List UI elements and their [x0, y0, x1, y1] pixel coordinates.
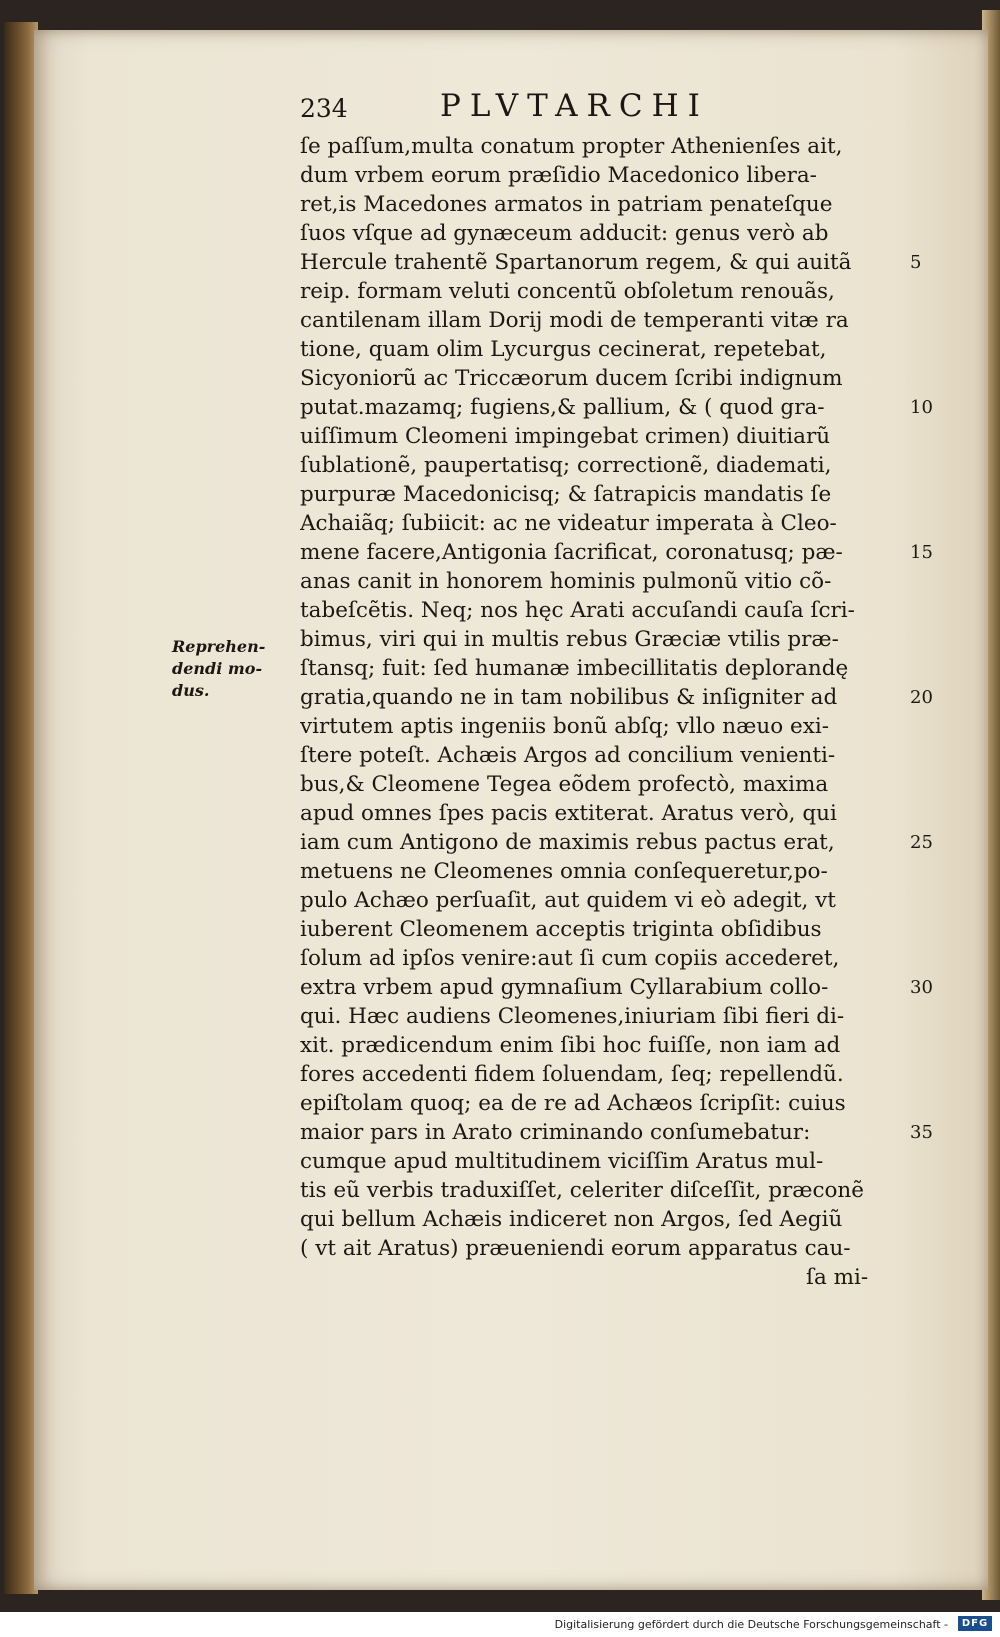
- line-number: 25: [910, 832, 933, 853]
- text-line: ret,is Macedones armatos in patriam penateſque: [300, 192, 833, 217]
- text-line: ſolum ad ipſos venire:aut ſi cum copiis accederet,: [300, 946, 840, 971]
- line-number: 5: [910, 252, 922, 273]
- text-line: fores accedenti fidem ſoluendam, ſeq; repellendũ.: [300, 1062, 844, 1087]
- text-line: apud omnes ſpes pacis extiterat. Aratus verò, qui: [300, 801, 837, 826]
- body-text: [300, 132, 910, 1292]
- text-line: gratia,quando ne in tam nobilibus & inſigniter ad: [300, 685, 838, 710]
- line-number: 35: [910, 1122, 933, 1143]
- text-line: xit. prædicendum enim ſibi hoc fuiſſe, non iam ad: [300, 1033, 841, 1058]
- book-binding: [4, 22, 38, 1594]
- text-line: iuberent Cleomenem acceptis triginta obſidibus: [300, 917, 822, 942]
- text-line: anas canit in honorem hominis pulmonũ vitio cõ-: [300, 569, 832, 594]
- text-line: ſtansq; fuit: ſed humanæ imbecillitatis deplorandę: [300, 656, 849, 681]
- text-line: Achaiãq; ſubiicit: ac ne videatur imperata à Cleo-: [300, 511, 837, 536]
- text-line: cumque apud multitudinem viciſſim Aratus mul-: [300, 1149, 824, 1174]
- text-line: pulo Achæo perſuaſit, aut quidem vi eò adegit, vt: [300, 888, 836, 913]
- text-line: bus,& Cleomene Tegea eõdem profectò, maxima: [300, 772, 829, 797]
- text-line: extra vrbem apud gymnaſium Cyllarabium collo-: [300, 975, 829, 1000]
- line-number: 20: [910, 687, 933, 708]
- text-line: tione, quam olim Lycurgus cecinerat, repetebat,: [300, 337, 827, 362]
- text-line: tabeſcẽtis. Neq; nos hęc Arati accuſandi cauſa ſcri-: [300, 598, 855, 623]
- text-line: metuens ne Cleomenes omnia conſequeretur,po-: [300, 859, 828, 884]
- line-number: 10: [910, 397, 933, 418]
- text-line: reip. formam veluti concentũ obſoletum renouãs,: [300, 279, 835, 304]
- text-line: cantilenam illam Dorij modi de temperanti vitæ ra: [300, 308, 849, 333]
- text-line: mene facere,Antigonia ſacrificat, coronatusq; pæ-: [300, 540, 843, 565]
- text-line: epiſtolam quoq; ea de re ad Achæos ſcripſit: cuius: [300, 1091, 846, 1116]
- dfg-logo: DFG: [958, 1616, 992, 1631]
- text-line: putat.mazamq; fugiens,& pallium, & ( quod gra-: [300, 395, 825, 420]
- text-line: purpuræ Macedonicisq; & ſatrapicis mandatis ſe: [300, 482, 832, 507]
- text-line: bimus, viri qui in multis rebus Græciæ vtilis præ-: [300, 627, 839, 652]
- text-line: dum vrbem eorum præſidio Macedonico libera-: [300, 163, 817, 188]
- digitization-credit: Digitalisierung gefördert durch die Deutsche Forschungsgemeinschaft -: [554, 1618, 948, 1631]
- text-line: ſublationẽ, paupertatisq; correctionẽ, diademati,: [300, 453, 832, 478]
- running-head: PLVTARCHI: [440, 88, 709, 124]
- text-line: uiſſimum Cleomeni impingebat crimen) diuitiarũ: [300, 424, 831, 449]
- text-line: ſtere poteſt. Achæis Argos ad concilium venienti-: [300, 743, 836, 768]
- line-number: 15: [910, 542, 933, 563]
- text-line: Hercule trahentẽ Spartanorum regem, & qui auitã: [300, 250, 852, 275]
- text-line: qui bellum Achæis indiceret non Argos, ſed Aegiũ: [300, 1207, 843, 1232]
- catchword: ſa mi-: [806, 1265, 869, 1290]
- text-line: ſuos vſque ad gynæceum adducit: genus verò ab: [300, 221, 829, 246]
- text-line: tis eũ verbis traduxiſſet, celeriter diſceſſit, præconẽ: [300, 1178, 864, 1203]
- margin-note: [172, 636, 282, 702]
- text-line: Sicyoniorũ ac Triccæorum ducem ſcribi indignum: [300, 366, 843, 391]
- page-header: [300, 88, 740, 128]
- text-line: iam cum Antigono de maximis rebus pactus erat,: [300, 830, 835, 855]
- margin-note-line: dendi mo-: [172, 659, 263, 678]
- margin-note-line: Reprehen-: [172, 637, 266, 656]
- text-line: ſe paſſum,multa conatum propter Athenienſes ait,: [300, 134, 843, 159]
- line-number: 30: [910, 977, 933, 998]
- text-line: maior pars in Arato criminando conſumebatur:: [300, 1120, 811, 1145]
- text-line: ( vt ait Aratus) præueniendi eorum apparatus cau-: [300, 1236, 851, 1261]
- text-line: virtutem aptis ingeniis bonũ abſq; vllo næuo exi-: [300, 714, 829, 739]
- text-line: qui. Hæc audiens Cleomenes,iniuriam ſibi fieri di-: [300, 1004, 845, 1029]
- margin-note-line: dus.: [172, 681, 210, 700]
- page-number: 234: [300, 94, 348, 123]
